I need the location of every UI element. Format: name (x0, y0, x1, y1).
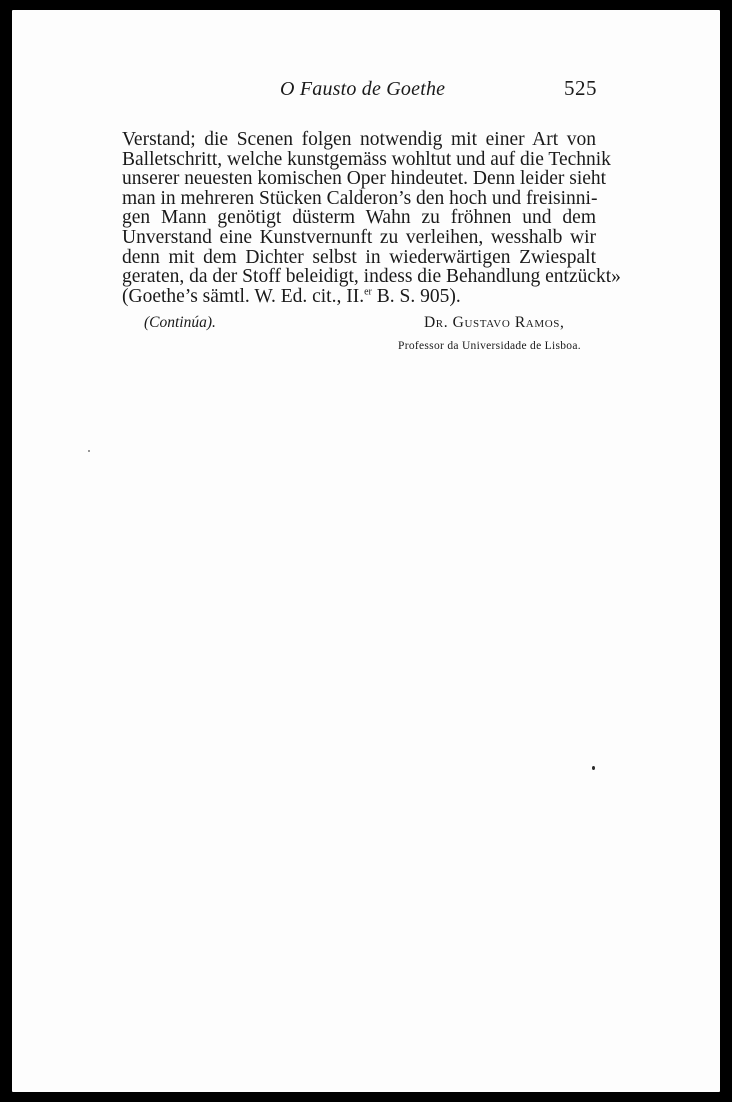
citation-text-end: B. S. 905). (371, 285, 461, 307)
text-line: denn mit dem Dichter selbst in wiederwärtigen Zwiespalt (122, 246, 596, 268)
citation-text: (Goethe’s sämtl. W. Ed. cit., II. (122, 285, 365, 307)
text-line: geraten, da der Stoff beleidigt, indess die Behandlung entzückt» (122, 266, 621, 288)
document-page (12, 10, 720, 1092)
body-paragraph (122, 129, 621, 307)
text-line: Verstand; die Scenen folgen notwendig mit einer Art von (122, 129, 596, 150)
text-line: Unverstand eine Kunstvernunft zu verleihen, wesshalb wir (122, 226, 596, 248)
text-line: unserer neuesten komischen Oper hindeutet. Denn leider sieht (122, 168, 607, 190)
ink-speck (592, 766, 595, 770)
ink-speck (88, 450, 90, 452)
author-affiliation: Professor da Universidade de Lisboa. (398, 340, 581, 352)
text-line: Balletschritt, welche kunstgemäss wohltut und auf die Technik (122, 148, 611, 170)
running-header-title: O Fausto de Goethe (280, 78, 446, 100)
author-signature: Dr. Gustavo Ramos, (424, 314, 565, 331)
continued-note: (Continúa). (144, 314, 216, 331)
page-number: 525 (564, 76, 597, 100)
text-line: man in mehreren Stücken Calderon’s den hoch und freisinni- (122, 187, 598, 209)
citation-line (122, 287, 596, 307)
citation-superscript: er (364, 286, 372, 298)
text-line: gen Mann genötigt düsterm Wahn zu fröhnen und dem (122, 207, 596, 229)
